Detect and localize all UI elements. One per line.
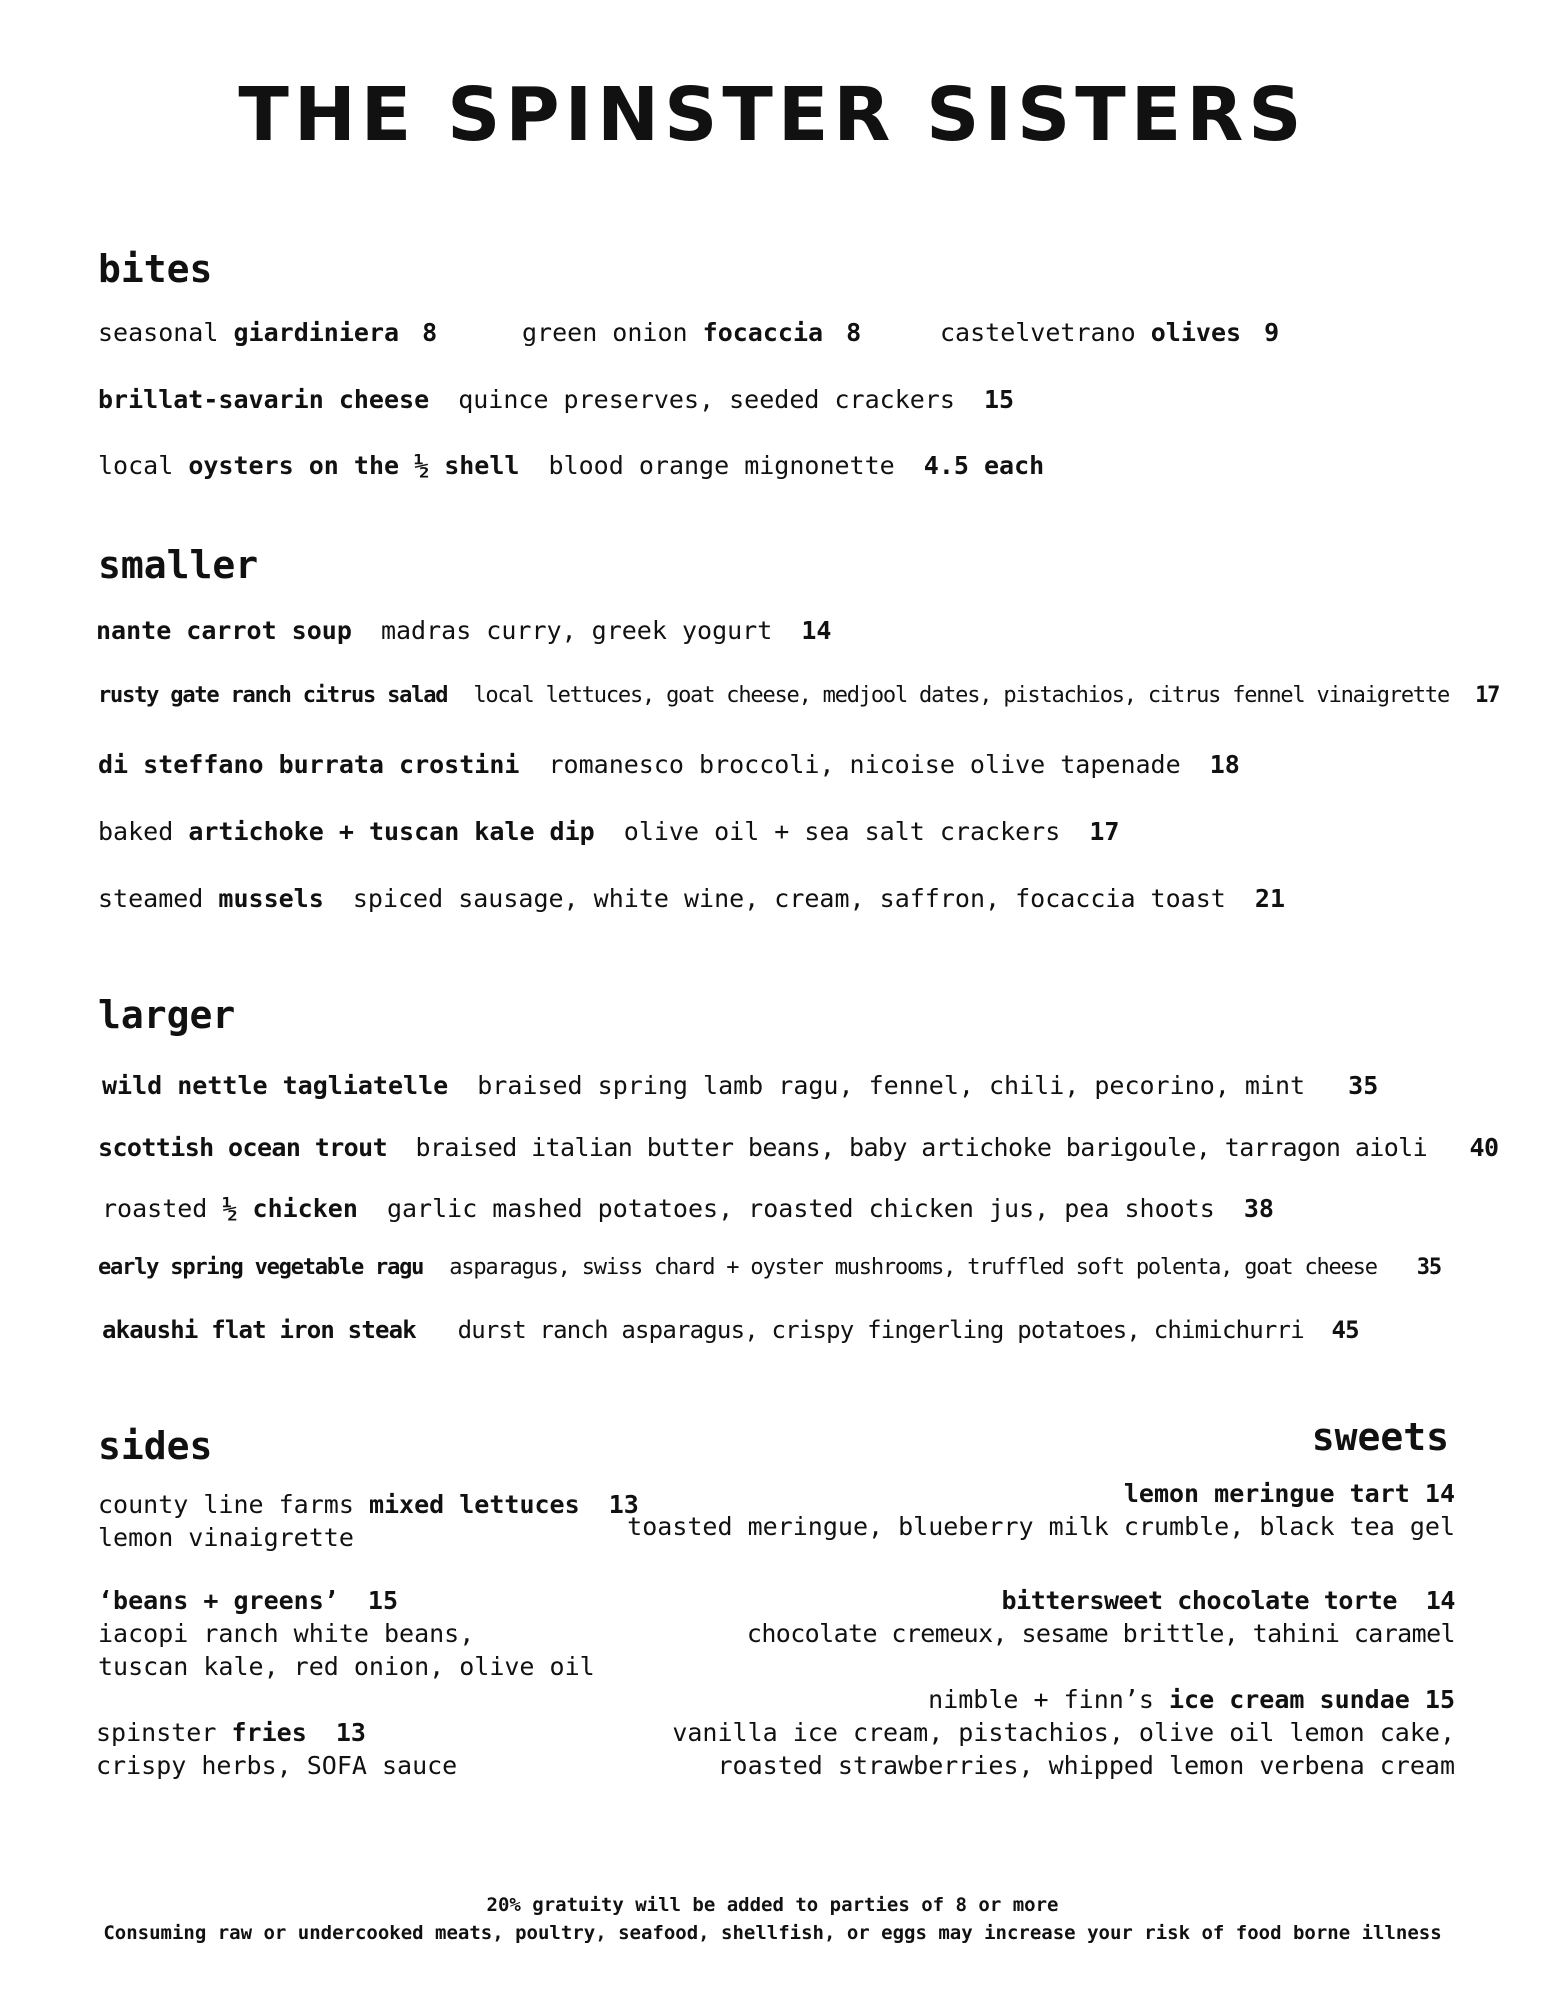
item-price: 8 xyxy=(846,318,862,347)
item-name: wild nettle tagliatelle xyxy=(102,1071,449,1100)
item-name: nante carrot soup xyxy=(96,616,352,645)
menu-item-tagliatelle xyxy=(102,1073,1378,1098)
item-prefix: spinster xyxy=(96,1718,217,1747)
item-name: brillat-savarin cheese xyxy=(98,385,430,414)
menu-item-burrata-crostini xyxy=(98,752,1240,777)
item-name: ‘beans + greens’ xyxy=(98,1586,339,1615)
item-description: tuscan kale, red onion, olive oil xyxy=(98,1652,595,1681)
item-name: rusty gate ranch citrus salad xyxy=(98,683,448,708)
item-name: akaushi flat iron steak xyxy=(102,1316,416,1344)
item-price: 40 xyxy=(1469,1133,1499,1162)
menu-item-giardiniera xyxy=(98,320,437,345)
gratuity-notice: 20% gratuity will be added to parties of 8 or more xyxy=(486,1894,1059,1916)
item-description: local lettuces, goat cheese, medjool dates, pistachios, citrus fennel vinaigrette xyxy=(473,683,1450,708)
item-description: durst ranch asparagus, crispy fingerling potatoes, chimichurri xyxy=(457,1316,1304,1344)
item-description: crispy herbs, SOFA sauce xyxy=(96,1751,458,1780)
item-description: romanesco broccoli, nicoise olive tapenade xyxy=(548,750,1181,779)
menu-item-olives xyxy=(940,320,1279,345)
item-name: ice cream sundae xyxy=(1169,1685,1410,1714)
item-prefix: roasted xyxy=(102,1194,208,1223)
item-price: 45 xyxy=(1331,1316,1359,1344)
item-description: braised spring lamb ragu, fennel, chili, pecorino, mint xyxy=(477,1071,1306,1100)
item-price: 15 xyxy=(983,385,1015,414)
section-heading-bites: bites xyxy=(98,247,213,291)
item-prefix: baked xyxy=(98,817,174,846)
item-prefix: county line farms xyxy=(98,1490,354,1519)
item-price: 35 xyxy=(1348,1071,1379,1100)
item-description: lemon vinaigrette xyxy=(98,1523,354,1552)
item-description: olive oil + sea salt crackers xyxy=(623,817,1061,846)
item-name: olives xyxy=(1150,318,1242,347)
food-safety-notice: Consuming raw or undercooked meats, poultry, seafood, shellfish, or eggs may increase your risk of food borne illness xyxy=(103,1922,1442,1944)
item-price: 8 xyxy=(422,318,438,347)
menu-item-focaccia xyxy=(522,320,861,345)
section-heading-larger: larger xyxy=(98,993,236,1037)
item-price: 18 xyxy=(1209,750,1240,779)
item-price: 17 xyxy=(1475,683,1500,708)
item-price: 35 xyxy=(1416,1255,1441,1280)
menu-item-brillat-savarin xyxy=(98,387,1014,412)
menu-item-artichoke-dip xyxy=(98,819,1119,844)
item-description: toasted meringue, blueberry milk crumble, black tea gel xyxy=(627,1512,1455,1541)
item-prefix: green onion xyxy=(522,318,688,347)
item-price: 14 xyxy=(1424,1479,1455,1508)
item-price: 14 xyxy=(801,616,832,645)
section-heading-sweets: sweets xyxy=(1311,1415,1449,1459)
item-description: blood orange mignonette xyxy=(548,451,895,480)
menu-item-chocolate-torte xyxy=(1001,1588,1455,1613)
menu-item-ice-cream-sundae xyxy=(928,1687,1455,1712)
item-price: 17 xyxy=(1089,817,1120,846)
item-name: artichoke + tuscan kale dip xyxy=(188,817,595,846)
item-price: 13 xyxy=(335,1718,366,1747)
item-prefix: castelvetrano xyxy=(940,318,1136,347)
item-name: giardiniera xyxy=(233,318,400,347)
item-price: 4.5 each xyxy=(923,451,1045,480)
menu-item-mixed-lettuces xyxy=(98,1492,639,1517)
item-price: 38 xyxy=(1243,1194,1274,1223)
item-name: scottish ocean trout xyxy=(98,1133,388,1162)
item-description: vanilla ice cream, pistachios, olive oil lemon cake, xyxy=(672,1718,1455,1747)
restaurant-title: THE SPINSTER SISTERS xyxy=(238,72,1307,158)
item-prefix: nimble + finn’s xyxy=(928,1685,1154,1714)
item-name: lemon meringue tart xyxy=(1123,1479,1410,1508)
item-description: quince preserves, seeded crackers xyxy=(458,385,955,414)
bites-row xyxy=(0,320,1545,350)
item-price: 13 xyxy=(608,1490,639,1519)
menu-item-fries xyxy=(96,1720,366,1745)
item-prefix: seasonal xyxy=(98,318,219,347)
item-price: 9 xyxy=(1264,318,1280,347)
item-name: di steffano burrata crostini xyxy=(98,750,520,779)
item-name: fries xyxy=(231,1718,307,1747)
section-heading-smaller: smaller xyxy=(98,543,259,587)
menu-item-half-chicken xyxy=(102,1196,1274,1221)
item-description: braised italian butter beans, baby artichoke barigoule, tarragon aioli xyxy=(415,1133,1428,1162)
menu-item-flat-iron-steak xyxy=(102,1318,1359,1342)
menu-item-ocean-trout xyxy=(98,1135,1498,1160)
item-description: roasted strawberries, whipped lemon verbena cream xyxy=(717,1751,1455,1780)
item-name: oysters on the ½ shell xyxy=(188,451,520,480)
item-prefix: local xyxy=(98,451,174,480)
item-price: 15 xyxy=(1424,1685,1455,1714)
item-price: 21 xyxy=(1254,884,1285,913)
item-name: mussels xyxy=(218,884,324,913)
menu-item-oysters xyxy=(98,453,1044,478)
menu-item-beans-greens xyxy=(98,1588,398,1613)
item-description: asparagus, swiss chard + oyster mushrooms, truffled soft polenta, goat cheese xyxy=(449,1255,1377,1280)
item-name: focaccia xyxy=(702,318,824,347)
item-name: early spring vegetable ragu xyxy=(98,1255,424,1280)
menu-item-vegetable-ragu xyxy=(98,1257,1441,1279)
menu-item-lemon-meringue-tart xyxy=(1124,1481,1455,1506)
item-description: spiced sausage, white wine, cream, saffron, focaccia toast xyxy=(352,884,1226,913)
menu-item-carrot-soup xyxy=(96,618,831,643)
menu-item-mussels xyxy=(98,886,1285,911)
item-description: madras curry, greek yogurt xyxy=(380,616,773,645)
menu-item-citrus-salad xyxy=(98,685,1499,707)
item-name: bittersweet chocolate torte xyxy=(1001,1586,1398,1615)
item-description: chocolate cremeux, sesame brittle, tahini caramel xyxy=(746,1619,1455,1648)
item-name: ½ chicken xyxy=(222,1194,358,1223)
item-description: iacopi ranch white beans, xyxy=(98,1619,475,1648)
item-prefix: steamed xyxy=(98,884,204,913)
section-heading-sides: sides xyxy=(98,1424,213,1468)
item-price: 15 xyxy=(367,1586,398,1615)
item-description: garlic mashed potatoes, roasted chicken jus, pea shoots xyxy=(386,1194,1215,1223)
item-name: mixed lettuces xyxy=(368,1490,580,1519)
item-price: 14 xyxy=(1425,1586,1455,1615)
